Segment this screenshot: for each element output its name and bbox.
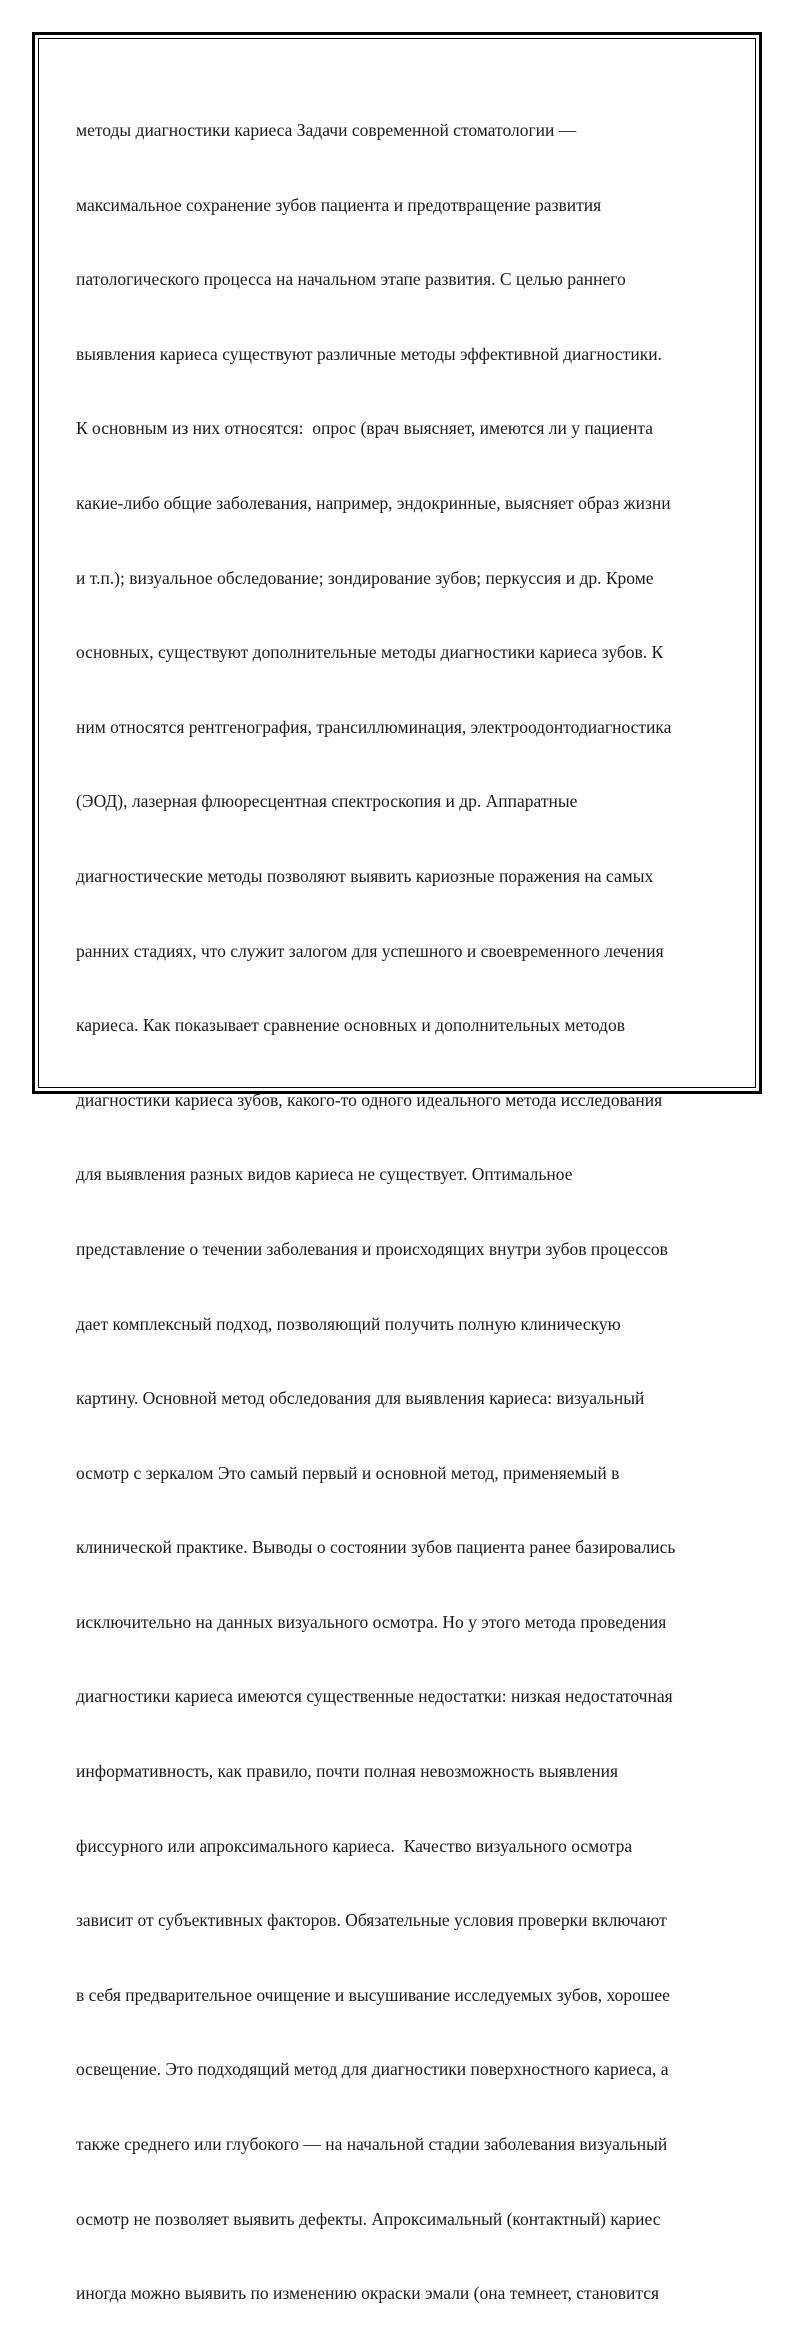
text-line: осмотр с зеркалом Это самый первый и основной метод, применяемый в	[76, 1462, 620, 1483]
text-line: картину. Основной метод обследования для выявления кариеса: визуальный	[76, 1388, 645, 1409]
text-line: максимальное сохранение зубов пациента и предотвращение развития	[76, 194, 602, 215]
text-line: диагностические методы позволяют выявить кариозные поражения на самых	[76, 865, 654, 886]
text-line: диагностики кариеса зубов, какого-то одного идеального метода исследования	[76, 1089, 663, 1110]
text-line: кариеса. Как показывает сравнение основных и дополнительных методов	[76, 1015, 625, 1036]
text-line: также среднего или глубокого — на начальной стадии заболевания визуальный	[76, 2134, 668, 2155]
text-line: клинической практике. Выводы о состоянии зубов пациента ранее базировались	[76, 1537, 676, 1558]
text-line: исключительно на данных визуального осмотра. Но у этого метода проведения	[76, 1611, 667, 1632]
text-line: методы диагностики кариеса Задачи современной стоматологии —	[76, 120, 577, 140]
text-line: ним относятся рентгенография, трансиллюминация, электроодонтодиагностика	[76, 716, 672, 737]
text-line: освещение. Это подходящий метод для диагностики поверхностного кариеса, а	[76, 2059, 669, 2080]
text-line: К основным из них относятся: опрос (врач выясняет, имеются ли у пациента	[76, 418, 653, 439]
text-line: какие-либо общие заболевания, например, эндокринные, выясняет образ жизни	[76, 492, 671, 513]
text-line: осмотр не позволяет выявить дефекты. Апроксимальный (контактный) кариес	[76, 2208, 661, 2229]
text-line: ранних стадиях, что служит залогом для успешного и своевременного лечения	[76, 940, 664, 961]
text-line: иногда можно выявить по изменению окраски эмали (она темнеет, становится	[76, 2283, 660, 2304]
text-line: патологического процесса на начальном этапе развития. С целью раннего	[76, 269, 626, 290]
text-line: зависит от субъективных факторов. Обязательные условия проверки включают	[76, 1910, 667, 1931]
document-text	[76, 72, 726, 2331]
text-line: (ЭОД), лазерная флюоресцентная спектроскопия и др. Аппаратные	[76, 791, 578, 812]
text-line: основных, существуют дополнительные методы диагностики кариеса зубов. К	[76, 642, 664, 663]
text-line: представление о течении заболевания и происходящих внутри зубов процессов	[76, 1238, 668, 1259]
text-line: и т.п.); визуальное обследование; зондирование зубов; перкуссия и др. Кроме	[76, 567, 654, 588]
text-line: информативность, как правило, почти полная невозможность выявления	[76, 1761, 619, 1782]
text-line: диагностики кариеса имеются существенные недостатки: низкая недостаточная	[76, 1686, 673, 1707]
text-line: для выявления разных видов кариеса не существует. Оптимальное	[76, 1164, 573, 1185]
text-line: выявления кариеса существуют различные методы эффективной диагностики.	[76, 343, 662, 364]
text-line: фиссурного или апроксимального кариеса. Качество визуального осмотра	[76, 1835, 633, 1856]
text-line: в себя предварительное очищение и высушивание исследуемых зубов, хорошее	[76, 1984, 670, 2005]
text-line: дает комплексный подход, позволяющий получить полную клиническую	[76, 1313, 621, 1334]
